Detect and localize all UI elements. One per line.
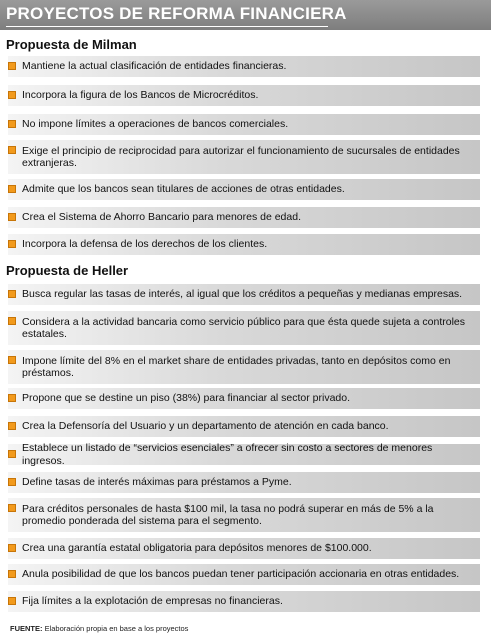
bullet-icon [8, 213, 16, 221]
bullet-icon [8, 422, 16, 430]
bullet-icon [8, 120, 16, 128]
list-item [8, 388, 480, 409]
title-underline [6, 26, 328, 27]
bullet-icon [8, 356, 16, 364]
source-note [10, 624, 188, 633]
page-title: PROYECTOS DE REFORMA FINANCIERA [6, 4, 347, 23]
item-text: Anula posibilidad de que los bancos puedan tener participación accionaria en otras entidades. [22, 568, 460, 581]
item-text: Para créditos personales de hasta $100 mil, la tasa no podrá superar en más de 5% a la promedio ponderada del sistema para el segmento. [22, 502, 434, 527]
source-label: FUENTE: [10, 624, 43, 633]
bullet-icon [8, 394, 16, 402]
list-item [8, 444, 480, 465]
bullet-icon [8, 240, 16, 248]
source-text: Elaboración propia en base a los proyectos [42, 624, 189, 633]
list-item [8, 472, 480, 493]
item-text: Exige el principio de reciprocidad para autorizar el funcionamiento de sucursales de entidades extranjeras. [22, 144, 460, 169]
item-text: Mantiene la actual clasificación de entidades financieras. [22, 60, 287, 73]
list-item [8, 114, 480, 135]
bullet-icon [8, 91, 16, 99]
bullet-icon [8, 62, 16, 70]
bullet-icon [8, 504, 16, 512]
bullet-icon [8, 317, 16, 325]
item-text: Propone que se destine un piso (38%) para financiar al sector privado. [22, 392, 351, 405]
list-item [8, 140, 480, 174]
list-item [8, 591, 480, 612]
bullet-icon [8, 597, 16, 605]
item-text: Admite que los bancos sean titulares de acciones de otras entidades. [22, 183, 345, 196]
bullet-icon [8, 450, 16, 458]
item-text: No impone límites a operaciones de bancos comerciales. [22, 118, 289, 131]
item-text: Establece un listado de “servicios esenciales” a ofrecer sin costo a sectores de menores ingresos. [22, 442, 433, 467]
bullet-icon [8, 544, 16, 552]
bullet-icon [8, 570, 16, 578]
bullet-icon [8, 146, 16, 154]
header-banner [0, 0, 491, 30]
list-item [8, 498, 480, 532]
item-text: Incorpora la defensa de los derechos de los clientes. [22, 238, 268, 251]
list-item [8, 416, 480, 437]
item-text: Impone límite del 8% en el market share de entidades privadas, tanto en depósitos como en préstamos. [22, 354, 451, 379]
bullet-icon [8, 185, 16, 193]
bullet-icon [8, 290, 16, 298]
list-item [8, 284, 480, 305]
list-item [8, 350, 480, 384]
item-text: Crea una garantía estatal obligatoria para depósitos menores de $100.000. [22, 542, 372, 555]
list-item [8, 85, 480, 106]
item-text: Define tasas de interés máximas para préstamos a Pyme. [22, 476, 292, 489]
list-item [8, 311, 480, 345]
bullet-icon [8, 478, 16, 486]
item-text: Crea el Sistema de Ahorro Bancario para menores de edad. [22, 211, 301, 224]
item-text: Crea la Defensoría del Usuario y un departamento de atención en cada banco. [22, 420, 389, 433]
section-title-heller: Propuesta de Heller [6, 263, 129, 278]
item-text: Considera a la actividad bancaria como servicio público para que ésta quede sujeta a controles estatales. [22, 315, 466, 340]
section-title-milman: Propuesta de Milman [6, 37, 137, 52]
list-item [8, 564, 480, 585]
list-item [8, 207, 480, 228]
list-item [8, 56, 480, 77]
item-text: Incorpora la figura de los Bancos de Microcréditos. [22, 89, 259, 102]
list-item [8, 538, 480, 559]
item-text: Busca regular las tasas de interés, al igual que los créditos a pequeñas y medianas empresas. [22, 288, 463, 301]
item-text: Fija límites a la explotación de empresas no financieras. [22, 595, 283, 608]
list-item [8, 234, 480, 255]
list-item [8, 179, 480, 200]
